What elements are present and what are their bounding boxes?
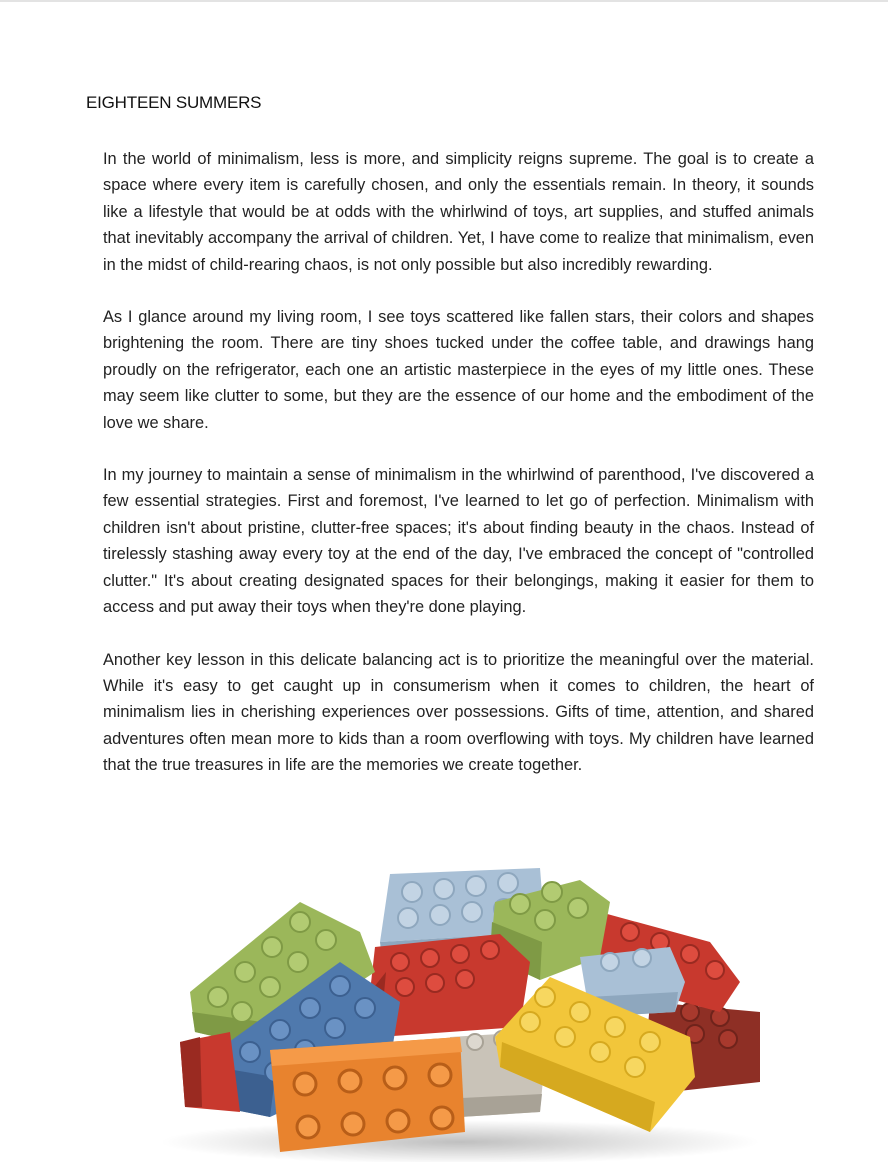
red-brick-left: [180, 1032, 240, 1112]
paragraph-4: Another key lesson in this delicate balancing act is to prioritize the meaningful over the material. While it's easy to get caught up in consumerism when it comes to children, the heart of minimalism lies in cherishing experiences over possessions. Gifts of time, attention, and shared adventures often mean more to kids than a room overflowing with toys. My children have learned that the true treasures in life are the memories we create together.: [103, 650, 814, 775]
paragraph-3: In my journey to maintain a sense of minimalism in the whirlwind of parenthood, I've discovered a few essential strategies. First and foremost, I've learned to let go of perfection. Minimalism with children isn't about pristine, clutter-free spaces; it's about finding beauty in the chaos. Instead of tirelessly stashing away every toy at the end of the day, I've embraced the concept of "controlled clutter." It's about creating designated spaces for their belongings, making it easier for them to access and put away their toys when they're done playing.: [103, 466, 814, 617]
paragraph-2: As I glance around my living room, I see toys scattered like fallen stars, their colors and shapes brightening the room. There are tiny shoes tucked under the coffee table, and drawings hang proudly on the refrigerator, each one an artistic masterpiece in the eyes of my little ones. These may seem like clutter to some, but they are the essence of our home and the embodiment of the love we share.: [103, 308, 814, 432]
toy-bricks-image: [150, 862, 770, 1162]
document-body: [103, 146, 814, 805]
orange-brick: [270, 1037, 465, 1152]
document-title: EIGHTEEN SUMMERS: [86, 93, 262, 112]
top-border: [0, 0, 888, 2]
paragraph-1: In the world of minimalism, less is more, and simplicity reigns supreme. The goal is to create a space where every item is carefully chosen, and only the essentials remain. In theory, it sounds like a lifestyle that would be at odds with the whirlwind of toys, art supplies, and stuffed animals that inevitably accompany the arrival of children. Yet, I have come to realize that minimalism, even in the midst of child-rearing chaos, is not only possible but also incredibly rewarding.: [103, 150, 814, 274]
